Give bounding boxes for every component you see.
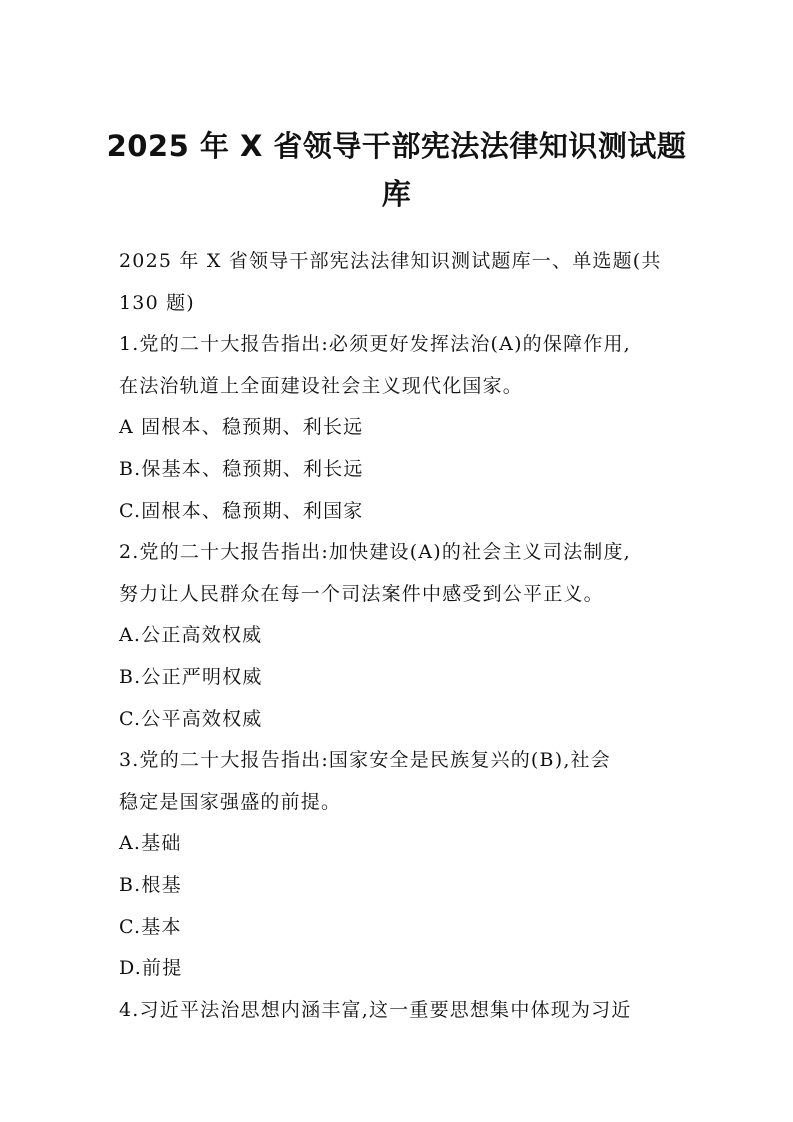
option-line: C.公平高效权威 — [119, 707, 263, 730]
document-title — [100, 122, 693, 218]
option-line: B.根基 — [119, 873, 182, 896]
question-line: 稳定是国家强盛的前提。 — [119, 790, 342, 813]
question-line: 2.党的二十大报告指出:加快建设(A)的社会主义司法制度, — [119, 541, 631, 564]
question-line: 1.党的二十大报告指出:必须更好发挥法治(A)的保障作用, — [119, 333, 631, 356]
option-line: A.公正高效权威 — [119, 624, 263, 647]
title-line-1: 2025 年 X 省领导干部宪法法律知识测试题 — [106, 129, 687, 163]
title-line-2: 库 — [381, 177, 412, 211]
option-line: B.公正严明权威 — [119, 665, 263, 688]
option-line: A.基础 — [119, 832, 182, 855]
option-line: C.固根本、稳预期、利国家 — [119, 499, 364, 522]
intro-line: 130 题) — [119, 291, 195, 314]
document-body — [119, 241, 679, 1031]
option-line: D.前提 — [119, 957, 183, 980]
option-line: C.基本 — [119, 915, 182, 938]
question-line: 努力让人民群众在每一个司法案件中感受到公平正义。 — [119, 582, 604, 605]
question-line: 4.习近平法治思想内涵丰富,这一重要思想集中体现为习近 — [119, 998, 632, 1021]
question-line: 3.党的二十大报告指出:国家安全是民族复兴的(B),社会 — [119, 749, 611, 772]
question-line: 在法治轨道上全面建设社会主义现代化国家。 — [119, 374, 524, 397]
option-line: B.保基本、稳预期、利长远 — [119, 457, 364, 480]
intro-line: 2025 年 X 省领导干部宪法法律知识测试题库一、单选题(共 — [119, 250, 662, 272]
option-line: A 固根本、稳预期、利长远 — [119, 416, 364, 439]
